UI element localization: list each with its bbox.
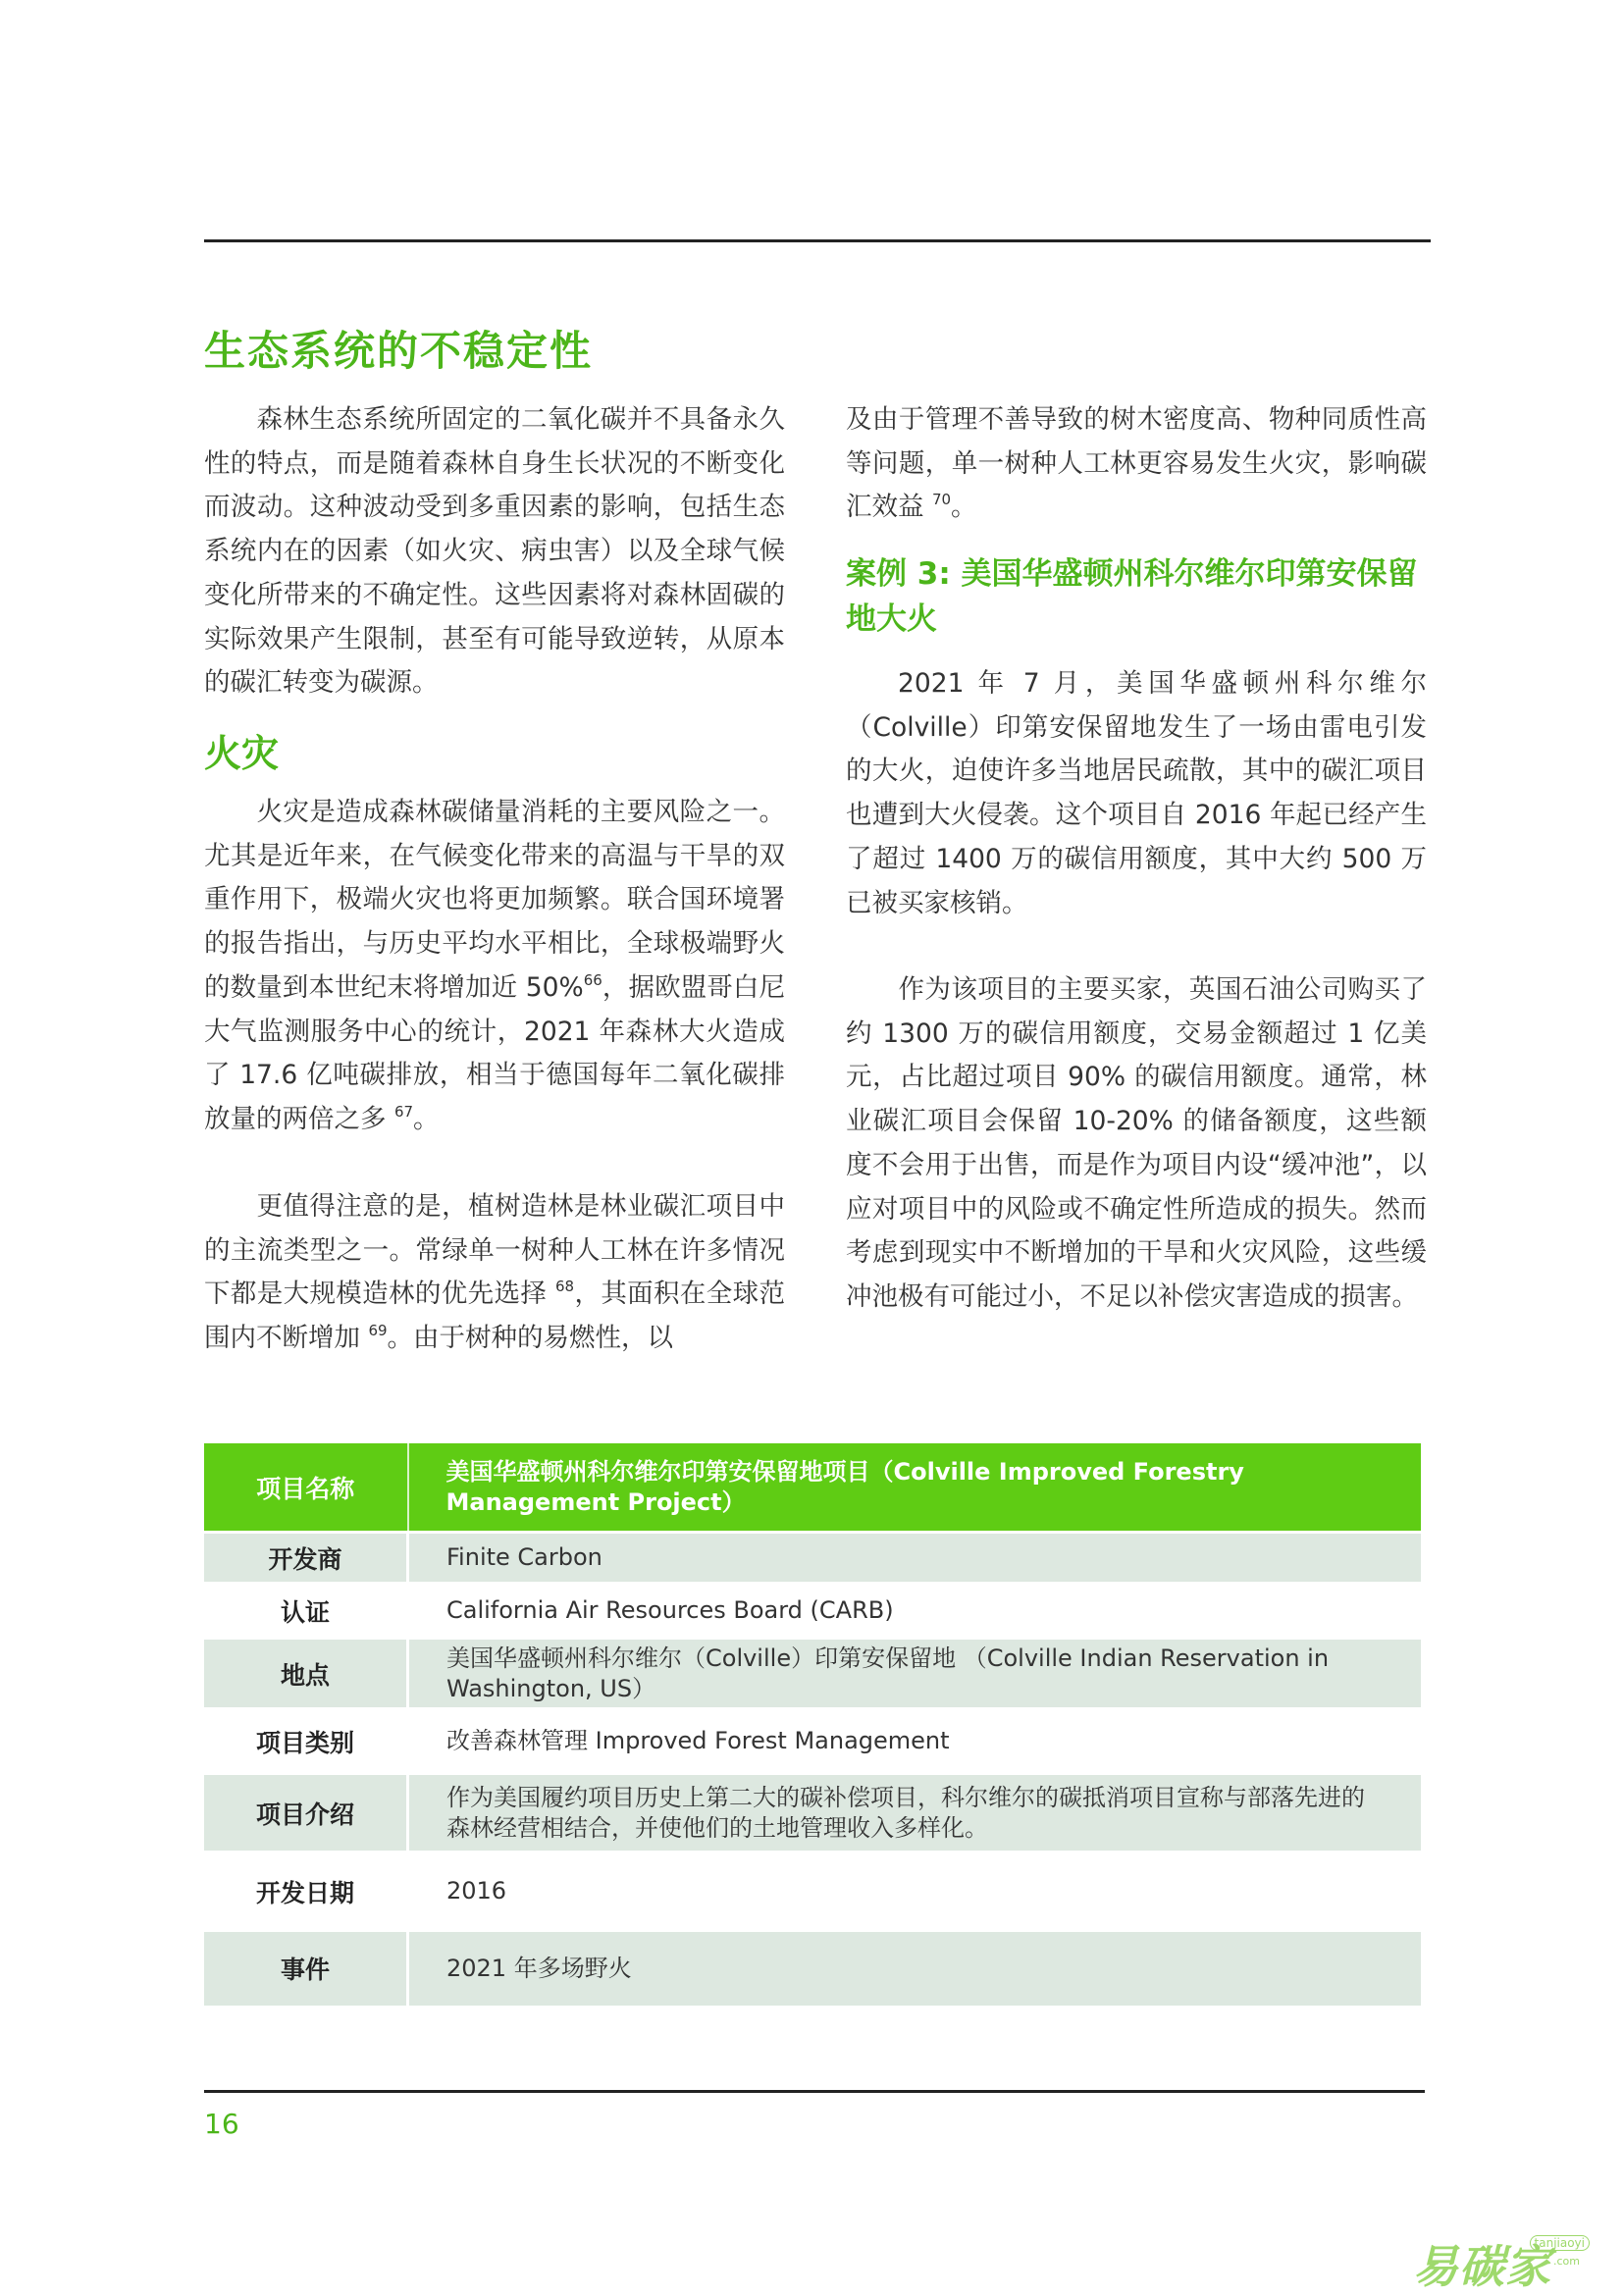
table-row-value: California Air Resources Board (CARB) [408,1584,1422,1639]
table-row [204,1533,1421,1584]
table-row-value: 2021 年多场野火 [408,1931,1422,2006]
table-row-value: 2016 [408,1852,1422,1931]
table-row [204,1931,1421,2006]
plantation-text-b: ，其面积在全球范围内不断增加 [204,1278,785,1354]
fire-text-b: ，据欧盟哥白尼大气监测服务中心的统计，2021 年森林大火造成了 17.6 亿吨碳排放，相当于德国每年二氧化碳排放量的两倍之多 [204,971,786,1134]
plantation-text-c: 。由于树种的易燃性，以 [387,1323,674,1354]
table-row [204,1852,1421,1931]
plantation-text-a: 更值得注意的是，植树造林是林业碳汇项目中的主流类型之一。常绿单一树种人工林在许多情况下都是大规模造林的优先选择 [204,1191,785,1310]
watermark-suffix: .com [1553,2255,1580,2268]
table-header-key: 项目名称 [204,1442,408,1533]
watermark-url: tanjiaoyi [1530,2235,1590,2251]
case-paragraph-2 [846,968,1427,1320]
footnote-ref-68: 68 [555,1278,575,1296]
case-text-2: 作为该项目的主要买家，英国石油公司购买了约 1300 万的碳信用额度，交易金额超过 1 亿美元，占比超过项目 90% 的碳信用额度。通常，林业碳汇项目会保留 10-20% 的储备额度，这些额度不会用于出售，而是作为项目内设“缓冲池”，以应对项目中的风险或不确定性所造成的损失。然而考虑到现实中不断增加的干旱和火灾风险，这些缓冲池极有可能过小，不足以补偿灾害造成的损害。 [846,974,1427,1312]
plantation-paragraph [204,1185,785,1361]
footnote-ref-66: 66 [583,970,602,989]
table-row [204,1639,1421,1709]
table-header-value: 美国华盛顿州科尔维尔印第安保留地项目（Colville Improved Forestry Management Project） [408,1442,1422,1533]
table-row [204,1584,1421,1639]
project-info-table [204,1440,1421,2006]
table-row-key: 开发商 [204,1533,408,1584]
bottom-rule [204,2090,1425,2093]
case-text-1: 2021 年 7 月，美国华盛顿州科尔维尔（Colville）印第安保留地发生了一场由雷电引发的大火，迫使许多当地居民疏散，其中的碳汇项目也遭到大火侵袭。这个项目自 2016 年起已经产生了超过 1400 万的碳信用额度，其中大约 500 万已被买家核销。 [846,668,1427,918]
table-row [204,1774,1421,1852]
footnote-ref-69: 69 [368,1322,388,1340]
section-title: 生态系统的不稳定性 [204,327,594,375]
fire-heading: 火灾 [204,732,280,775]
table-row-key: 事件 [204,1931,408,2006]
intro-text: 森林生态系统所固定的二氧化碳并不具备永久性的特点，而是随着森林自身生长状况的不断变化而波动。这种波动受到多重因素的影响，包括生态系统内在的因素（如火灾、病虫害）以及全球气候变化所带来的不确定性。这些因素将对森林固碳的实际效果产生限制，甚至有可能导致逆转，从原本的碳汇转变为碳源。 [204,404,785,699]
table-row-key: 项目介绍 [204,1774,408,1852]
table-row-key: 认证 [204,1584,408,1639]
table-header-row [204,1442,1421,1533]
table-row-value: 美国华盛顿州科尔维尔（Colville）印第安保留地 （Colville Indian Reservation in Washington, US） [408,1639,1422,1709]
plantation-continued-paragraph [846,398,1427,530]
table-row-value: 作为美国履约项目历史上第二大的碳补偿项目，科尔维尔的碳抵消项目宣称与部落先进的森林经营相结合，并使他们的土地管理收入多样化。 [408,1774,1422,1852]
table-row-value: 改善森林管理 Improved Forest Management [408,1709,1422,1774]
case-paragraph-1 [846,662,1427,925]
footnote-ref-70: 70 [931,491,952,509]
continued-text-b: 。 [951,492,977,523]
table-row-key: 项目类别 [204,1709,408,1774]
table-row-key: 地点 [204,1639,408,1709]
table-row-value: Finite Carbon [408,1533,1422,1584]
watermark-text: 易碳家 [1413,2240,1551,2293]
watermark-logo [1413,2229,1590,2293]
footnote-ref-67: 67 [393,1102,414,1121]
case-heading: 案例 3: 美国华盛顿州科尔维尔印第安保留地大火 [846,556,1418,637]
fire-text-a: 火灾是造成森林碳储量消耗的主要风险之一。尤其是近年来，在气候变化带来的高温与干旱的双重作用下，极端火灾也将更加频繁。联合国环境署的报告指出，与历史平均水平相比，全球极端野火的数量到本世纪末将增加近 50% [204,797,785,1003]
table-row-key: 开发日期 [204,1852,408,1931]
top-rule [204,239,1431,242]
fire-paragraph [204,791,785,1142]
fire-text-c: 。 [413,1103,440,1134]
intro-paragraph [204,398,785,705]
table-row [204,1709,1421,1774]
continued-text-a: 及由于管理不善导致的树木密度高、物种同质性高等问题，单一树种人工林更容易发生火灾，影响碳汇效益 [846,404,1427,523]
page-number: 16 [204,2108,239,2140]
